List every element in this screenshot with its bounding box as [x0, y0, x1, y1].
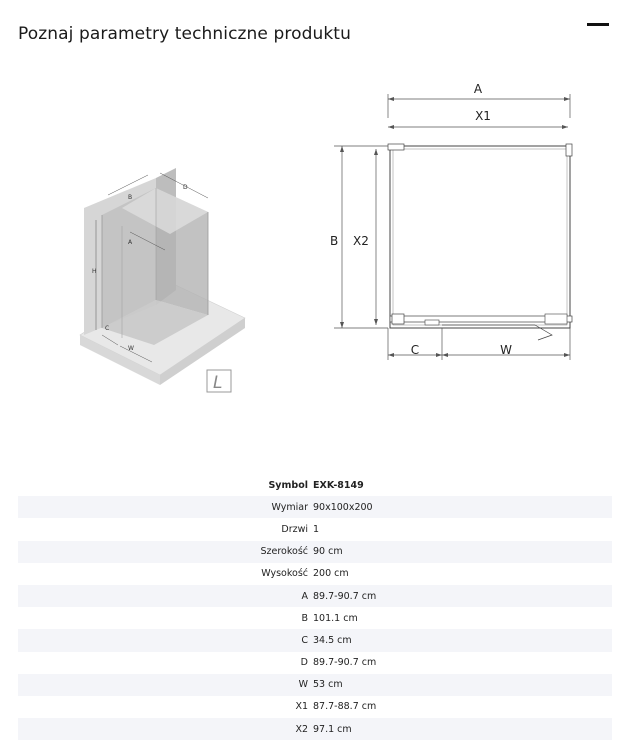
iso-label-h: H: [92, 268, 97, 275]
plan-label-w: W: [500, 343, 512, 357]
iso-label-b: B: [128, 194, 133, 201]
spec-value: 90x100x200: [313, 501, 373, 513]
spec-value: 90 cm: [313, 546, 343, 558]
logo-letter: L: [213, 373, 223, 393]
spec-row: [18, 496, 612, 518]
plan-label-c: C: [410, 343, 420, 357]
spec-value: 87.7-88.7 cm: [313, 701, 377, 713]
iso-label-w: W: [128, 345, 134, 352]
spec-row: [18, 518, 612, 540]
iso-label-a: A: [128, 239, 133, 246]
spec-row: [18, 563, 612, 585]
spec-label: Wymiar: [271, 501, 308, 513]
spec-label: D: [300, 657, 308, 669]
page-title: Poznaj parametry techniczne produktu: [18, 24, 351, 44]
spec-row: [18, 541, 612, 563]
spec-label: B: [301, 612, 308, 624]
spec-value: 89.7-90.7 cm: [313, 657, 377, 669]
plan-view-diagram: [320, 78, 590, 368]
spec-label: Symbol: [268, 479, 308, 491]
spec-label: Szerokość: [260, 546, 308, 558]
spec-label: C: [301, 634, 308, 646]
spec-row: [18, 674, 612, 696]
spec-row: [18, 718, 612, 740]
menu-bar: [587, 23, 609, 26]
spec-row: [18, 474, 612, 496]
spec-value: EXK-8149: [313, 479, 364, 491]
iso-label-c: C: [105, 325, 110, 332]
isometric-shower-diagram: [70, 140, 260, 400]
plan-label-x1: X1: [475, 109, 491, 123]
spec-row: [18, 652, 612, 674]
spec-row: [18, 696, 612, 718]
spec-label: A: [301, 590, 308, 602]
spec-row: [18, 629, 612, 651]
spec-value: 200 cm: [313, 568, 349, 580]
spec-row: [18, 607, 612, 629]
iso-label-d: D: [183, 184, 188, 191]
spec-value: 53 cm: [313, 679, 343, 691]
spec-value: 101.1 cm: [313, 612, 358, 624]
plan-label-a: A: [473, 82, 483, 96]
spec-label: Drzwi: [281, 523, 308, 535]
plan-label-x2: X2: [353, 234, 369, 248]
spec-value: 34.5 cm: [313, 634, 352, 646]
spec-value: 89.7-90.7 cm: [313, 590, 377, 602]
spec-label: Wysokość: [261, 568, 308, 580]
menu-icon[interactable]: [584, 18, 612, 32]
spec-label: X1: [295, 701, 308, 713]
spec-label: X2: [295, 723, 308, 735]
spec-label: W: [298, 679, 308, 691]
plan-label-b: B: [330, 234, 339, 248]
spec-row: [18, 585, 612, 607]
spec-table: [18, 474, 612, 740]
spec-value: 1: [313, 523, 320, 535]
spec-value: 97.1 cm: [313, 723, 352, 735]
